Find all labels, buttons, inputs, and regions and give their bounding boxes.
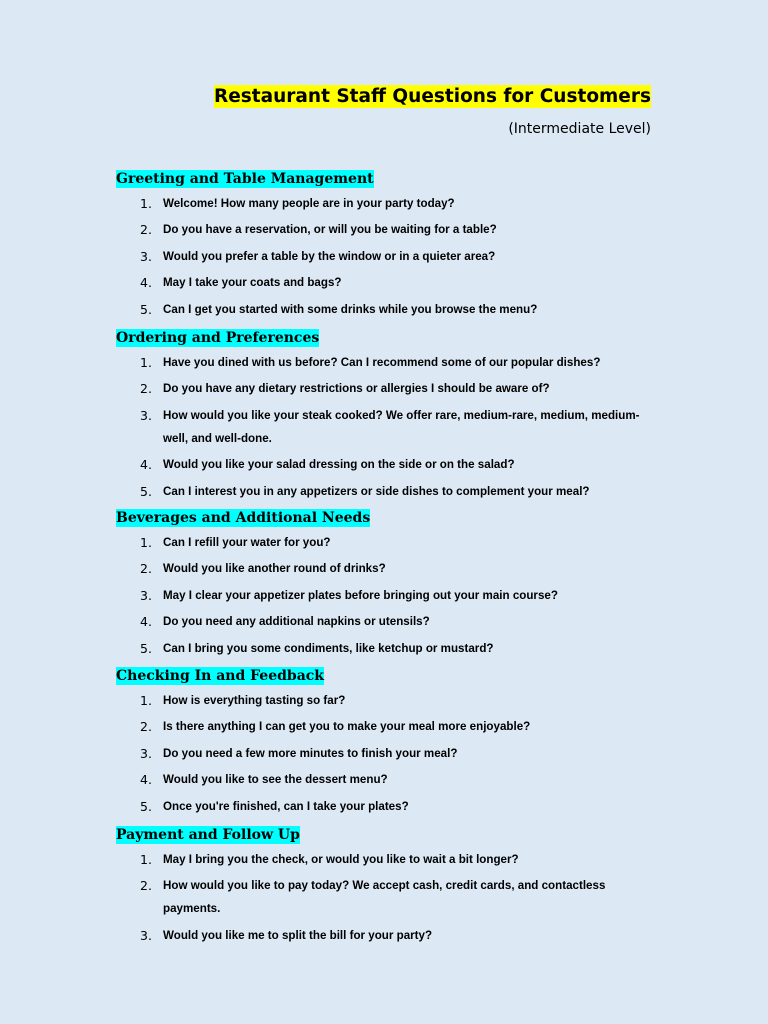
item-number: 1. bbox=[140, 354, 152, 370]
item-number: 4. bbox=[140, 457, 152, 473]
section-beverages bbox=[116, 509, 656, 660]
section-payment bbox=[116, 826, 656, 947]
list-item bbox=[116, 715, 656, 738]
item-text: Have you dined with us before? Can I recommend some of our popular dishes? bbox=[163, 355, 601, 369]
item-text: Do you have any dietary restrictions or allergies I should be aware of? bbox=[163, 382, 550, 396]
item-number: 4. bbox=[140, 275, 152, 291]
list-item bbox=[116, 531, 656, 554]
item-text: Would you prefer a table by the window or in a quieter area? bbox=[163, 249, 496, 263]
question-list bbox=[116, 531, 656, 660]
item-number: 3. bbox=[140, 587, 152, 603]
list-item bbox=[116, 298, 656, 321]
list-item bbox=[116, 453, 656, 476]
list-item bbox=[116, 377, 656, 400]
list-item bbox=[116, 610, 656, 633]
list-item bbox=[116, 848, 656, 871]
section-heading: Payment and Follow Up bbox=[116, 827, 300, 843]
item-number: 3. bbox=[140, 745, 152, 761]
item-text: Do you need any additional napkins or utensils? bbox=[163, 615, 430, 629]
list-item bbox=[116, 795, 656, 818]
item-text: How would you like to pay today? We accept cash, credit cards, and contactless payments. bbox=[163, 879, 606, 916]
list-item bbox=[116, 742, 656, 765]
item-number: 2. bbox=[140, 222, 152, 238]
section-greeting bbox=[116, 170, 656, 321]
item-number: 5. bbox=[140, 640, 152, 656]
list-item bbox=[116, 480, 656, 503]
item-number: 4. bbox=[140, 614, 152, 630]
title-wrap bbox=[214, 85, 651, 109]
item-text: Can I interest you in any appetizers or side dishes to complement your meal? bbox=[163, 484, 590, 498]
list-item bbox=[116, 218, 656, 241]
list-item bbox=[116, 584, 656, 607]
item-text: May I take your coats and bags? bbox=[163, 276, 342, 290]
item-text: May I clear your appetizer plates before bringing out your main course? bbox=[163, 588, 558, 602]
item-text: Would you like me to split the bill for your party? bbox=[163, 928, 433, 942]
section-heading: Ordering and Preferences bbox=[116, 330, 320, 346]
section-checking-in bbox=[116, 667, 656, 818]
list-item bbox=[116, 689, 656, 712]
item-text: How is everything tasting so far? bbox=[163, 693, 346, 707]
item-number: 3. bbox=[140, 407, 152, 423]
item-text: Would you like your salad dressing on the side or on the salad? bbox=[163, 458, 515, 472]
item-number: 5. bbox=[140, 301, 152, 317]
item-text: Would you like another round of drinks? bbox=[163, 562, 386, 576]
list-item bbox=[116, 404, 656, 450]
item-number: 5. bbox=[140, 798, 152, 814]
question-list bbox=[116, 351, 656, 503]
item-number: 4. bbox=[140, 772, 152, 788]
list-item bbox=[116, 768, 656, 791]
item-number: 1. bbox=[140, 195, 152, 211]
list-item bbox=[116, 557, 656, 580]
section-heading: Greeting and Table Management bbox=[116, 171, 374, 187]
item-text: Do you need a few more minutes to finish your meal? bbox=[163, 746, 458, 760]
section-heading: Beverages and Additional Needs bbox=[116, 510, 371, 526]
question-list bbox=[116, 848, 656, 947]
section-heading: Checking In and Feedback bbox=[116, 668, 324, 684]
document-title: Restaurant Staff Questions for Customers bbox=[213, 86, 651, 107]
item-number: 2. bbox=[140, 561, 152, 577]
item-number: 2. bbox=[140, 381, 152, 397]
item-number: 2. bbox=[140, 719, 152, 735]
item-number: 1. bbox=[140, 534, 152, 550]
list-item bbox=[116, 192, 656, 215]
item-text: Do you have a reservation, or will you be waiting for a table? bbox=[163, 223, 497, 237]
item-text: May I bring you the check, or would you like to wait a bit longer? bbox=[163, 852, 519, 866]
item-text: Would you like to see the dessert menu? bbox=[163, 773, 388, 787]
item-number: 3. bbox=[140, 927, 152, 943]
item-number: 5. bbox=[140, 483, 152, 499]
list-item bbox=[116, 245, 656, 268]
item-text: Welcome! How many people are in your party today? bbox=[163, 196, 455, 210]
list-item bbox=[116, 874, 656, 920]
item-text: Can I bring you some condiments, like ketchup or mustard? bbox=[163, 641, 494, 655]
item-text: Can I get you started with some drinks while you browse the menu? bbox=[163, 302, 538, 316]
section-ordering bbox=[116, 329, 656, 503]
item-number: 3. bbox=[140, 248, 152, 264]
document-level: (Intermediate Level) bbox=[508, 121, 651, 137]
item-number: 1. bbox=[140, 851, 152, 867]
question-list bbox=[116, 192, 656, 321]
question-list bbox=[116, 689, 656, 818]
list-item bbox=[116, 271, 656, 294]
item-text: How would you like your steak cooked? We offer rare, medium-rare, medium, medium-well, and well-done. bbox=[163, 408, 640, 445]
item-text: Is there anything I can get you to make your meal more enjoyable? bbox=[163, 720, 531, 734]
list-item bbox=[116, 637, 656, 660]
item-number: 2. bbox=[140, 878, 152, 894]
item-text: Once you're finished, can I take your plates? bbox=[163, 799, 409, 813]
item-number: 1. bbox=[140, 692, 152, 708]
item-text: Can I refill your water for you? bbox=[163, 535, 331, 549]
list-item bbox=[116, 924, 656, 947]
list-item bbox=[116, 351, 656, 374]
